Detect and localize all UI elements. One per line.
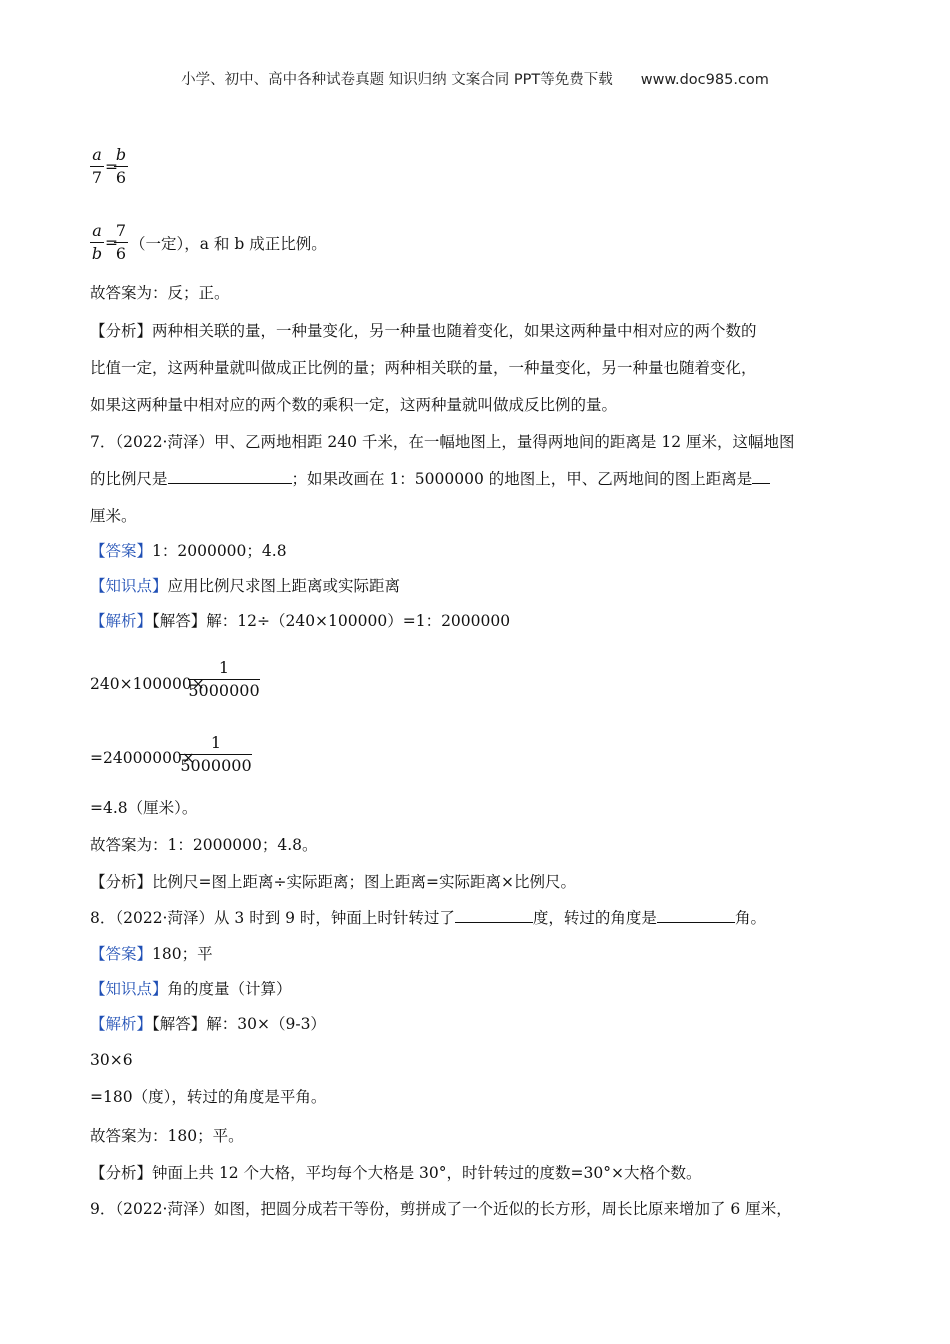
q9-question-line-1: 9．（2022·菏泽）如图，把圆分成若干等份，剪拼成了一个近似的长方形，周长比原来增加了 6 厘米， [90, 1200, 792, 1218]
numerator: 1 [210, 733, 222, 752]
q7-final-answer: 故答案为：1：2000000；4.8。 [90, 836, 318, 854]
knowledge-tag: 【知识点】 [90, 980, 168, 998]
equals-sign: = [105, 234, 118, 252]
answer-tag: 【答案】 [90, 542, 153, 560]
q8-final-answer: 故答案为：180；平。 [90, 1127, 244, 1145]
q7-knowledge-row [90, 576, 400, 596]
numerator: 7 [115, 221, 127, 240]
q7-calc-2: =24000000× [90, 749, 195, 767]
analysis-tag: 【分析】 [90, 1164, 153, 1182]
q7-blank-distance[interactable] [752, 469, 770, 484]
denominator: b [91, 244, 103, 263]
denominator: 6 [115, 244, 127, 263]
q7-knowledge: 应用比例尺求图上距离或实际距离 [167, 577, 401, 595]
knowledge-tag: 【知识点】 [90, 577, 168, 595]
q7-calc-1: 240×100000× [90, 675, 205, 693]
q7-solution-row [90, 611, 510, 631]
q7-question-line-2 [90, 469, 770, 489]
q7-question-line-3: 厘米。 [90, 507, 137, 525]
numerator: b [115, 145, 127, 164]
q7-answer-row [90, 541, 287, 561]
analysis-text: 两种相关联的量，一种量变化，另一种量也随着变化，如果这两种量中相对应的两个数的 [152, 322, 757, 340]
numerator: a [92, 145, 102, 164]
q7-answer: 1：2000000；4.8 [152, 542, 287, 560]
denominator: 5000000 [188, 681, 260, 700]
q8-solution-row [90, 1014, 326, 1034]
block1-analysis-line-2: 比值一定，这两种量就叫做成正比例的量；两种相关联的量，一种量变化，另一种量也随着变化， [90, 359, 757, 377]
denominator: 6 [115, 168, 127, 187]
q8-text-b: 度，转过的角度是 [532, 909, 657, 927]
q7-solution: 【解答】解：12÷（240×100000）=1：2000000 [152, 612, 511, 630]
block1-analysis-line-3: 如果这两种量中相对应的两个数的乘积一定，这两种量就叫做成反比例的量。 [90, 396, 618, 414]
proportion-note: （一定），a 和 b 成正比例。 [130, 235, 327, 253]
q8-blank-angle[interactable] [657, 908, 735, 923]
q8-question-line-1 [90, 908, 766, 928]
analysis-tag: 【分析】 [90, 873, 153, 891]
q8-text-a: 8．（2022·菏泽）从 3 时到 9 时，钟面上时针转过了 [90, 909, 455, 927]
page-header [0, 68, 950, 89]
q8-solution: 【解答】解：30×（9-3） [152, 1015, 326, 1033]
header-site-link[interactable]: www.doc985.com [640, 72, 769, 88]
q7-blank-scale[interactable] [168, 469, 292, 484]
q8-blank-degrees[interactable] [455, 908, 533, 923]
analysis-tag: 【分析】 [90, 322, 153, 340]
header-text: 小学、初中、高中各种试卷真题 知识归纳 文案合同 PPT等免费下载 [181, 72, 613, 88]
block1-analysis-line-1 [90, 321, 757, 341]
block1-answer: 故答案为：反；正。 [90, 284, 230, 302]
denominator: 5000000 [180, 756, 252, 775]
equals-sign: = [105, 158, 118, 176]
fraction-b-over-6 [114, 146, 128, 187]
q8-text-c: 角。 [734, 909, 766, 927]
q7-text-b: ；如果改画在 1：5000000 的地图上，甲、乙两地间的图上距离是 [291, 470, 753, 488]
fraction-1-over-5000000 [180, 734, 252, 775]
q7-text-a: 的比例尺是 [90, 470, 168, 488]
q8-calc-1: 30×6 [90, 1051, 133, 1069]
answer-tag: 【答案】 [90, 945, 153, 963]
q8-knowledge: 角的度量（计算） [167, 980, 292, 998]
fraction-7-over-6 [114, 222, 128, 263]
q8-calc-2: =180（度），转过的角度是平角。 [90, 1088, 327, 1106]
solution-tag: 【解析】 [90, 1015, 153, 1033]
fraction-1-over-5000000 [188, 659, 260, 700]
denominator: 7 [91, 168, 103, 187]
q8-answer-row [90, 944, 213, 964]
q8-analysis: 钟面上共 12 个大格，平均每个大格是 30°，时针转过的度数=30°×大格个数。 [152, 1164, 702, 1182]
q7-calc-3: =4.8（厘米）。 [90, 799, 198, 817]
q7-analysis-row [90, 872, 576, 892]
q7-question-line-1: 7．（2022·菏泽）甲、乙两地相距 240 千米，在一幅地图上，量得两地间的距离是 12 厘米，这幅地图 [90, 433, 795, 451]
numerator: 1 [218, 658, 230, 677]
q8-analysis-row [90, 1163, 701, 1183]
q7-analysis: 比例尺=图上距离÷实际距离；图上距离=实际距离×比例尺。 [152, 873, 576, 891]
solution-tag: 【解析】 [90, 612, 153, 630]
numerator: a [92, 221, 102, 240]
fraction-a-over-7 [90, 146, 104, 187]
q8-answer: 180；平 [152, 945, 213, 963]
fraction-a-over-b [90, 222, 104, 263]
q8-knowledge-row [90, 979, 292, 999]
